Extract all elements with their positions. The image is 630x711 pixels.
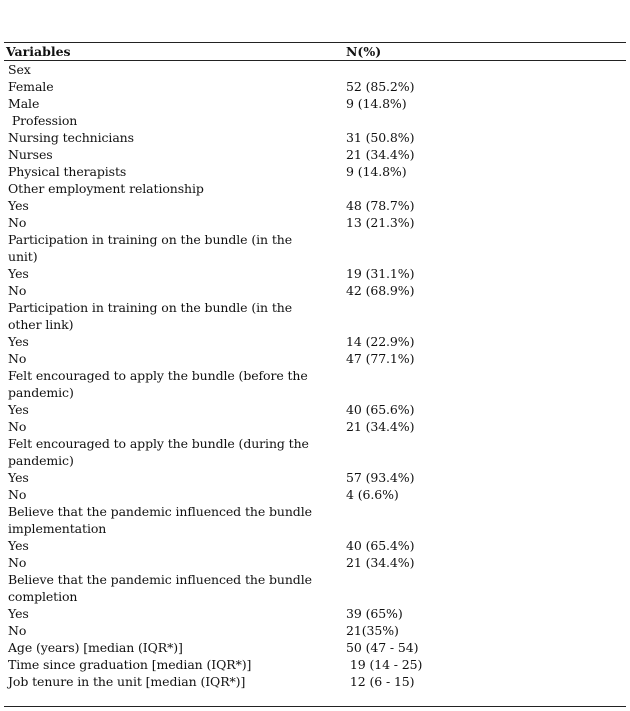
table-row	[4, 520, 626, 537]
table-row	[4, 418, 626, 435]
row-value: 9 (14.8%)	[346, 96, 407, 111]
table-row	[4, 146, 626, 163]
row-label: No	[8, 351, 27, 366]
table-row	[4, 163, 626, 180]
row-value: 14 (22.9%)	[346, 334, 415, 349]
row-value: 4 (6.6%)	[346, 487, 399, 502]
table-row	[4, 78, 626, 95]
row-label: unit)	[8, 249, 38, 264]
row-value: 50 (47 - 54)	[346, 640, 419, 655]
table-row	[4, 214, 626, 231]
row-value	[346, 316, 626, 333]
row-value	[346, 61, 626, 78]
row-label: Participation in training on the bundle (in the	[8, 232, 293, 247]
row-label: No	[8, 623, 27, 638]
row-value	[346, 588, 626, 605]
row-value: 40 (65.4%)	[346, 538, 415, 553]
table-row	[4, 299, 626, 316]
table-row	[4, 129, 626, 146]
row-value: 48 (78.7%)	[346, 198, 415, 213]
row-value: 9 (14.8%)	[346, 164, 407, 179]
table-row	[4, 231, 626, 248]
row-label: Profession	[8, 113, 78, 128]
row-label: implementation	[8, 521, 107, 536]
row-value	[346, 520, 626, 537]
row-label: pandemic)	[8, 453, 74, 468]
header-variables: Variables	[6, 44, 71, 59]
table-row	[4, 282, 626, 299]
table-row	[4, 401, 626, 418]
table-header-row	[4, 43, 626, 61]
table-row	[4, 112, 626, 129]
row-value	[346, 180, 626, 197]
table-row	[4, 486, 626, 503]
row-label: Female	[8, 79, 54, 94]
row-value	[346, 384, 626, 401]
row-label: Yes	[8, 266, 29, 281]
row-value: 52 (85.2%)	[346, 79, 415, 94]
header-n-percent: N(%)	[346, 44, 382, 59]
row-value	[346, 248, 626, 265]
table-row	[4, 605, 626, 622]
row-value: 13 (21.3%)	[346, 215, 415, 230]
row-label: Believe that the pandemic influenced the bundle	[8, 504, 312, 519]
data-table	[4, 42, 626, 690]
row-value: 42 (68.9%)	[346, 283, 415, 298]
row-value: 21 (34.4%)	[346, 147, 415, 162]
row-value	[346, 367, 626, 384]
row-label: pandemic)	[8, 385, 74, 400]
row-value	[346, 112, 626, 129]
table-row	[4, 639, 626, 656]
table-row	[4, 469, 626, 486]
table-row	[4, 571, 626, 588]
row-label: Sex	[8, 62, 31, 77]
row-value: 19 (14 - 25)	[346, 657, 423, 672]
row-label: completion	[8, 589, 78, 604]
row-value	[346, 571, 626, 588]
table-row	[4, 265, 626, 282]
table-row	[4, 554, 626, 571]
table-row	[4, 503, 626, 520]
row-label: Nursing technicians	[8, 130, 134, 145]
table-row	[4, 673, 626, 690]
table-row	[4, 384, 626, 401]
table-row	[4, 350, 626, 367]
row-label: No	[8, 419, 27, 434]
table-bottom-rule	[4, 706, 626, 707]
table-row	[4, 95, 626, 112]
row-value: 39 (65%)	[346, 606, 403, 621]
row-value	[346, 503, 626, 520]
row-label: Nurses	[8, 147, 53, 162]
row-value: 21(35%)	[346, 623, 399, 638]
row-label: Male	[8, 96, 40, 111]
table-row	[4, 367, 626, 384]
row-label: Yes	[8, 606, 29, 621]
row-value	[346, 435, 626, 452]
row-label: Yes	[8, 402, 29, 417]
table-row	[4, 622, 626, 639]
row-label: Physical therapists	[8, 164, 127, 179]
row-label: Other employment relationship	[8, 181, 204, 196]
row-value: 57 (93.4%)	[346, 470, 415, 485]
row-value: 19 (31.1%)	[346, 266, 415, 281]
row-label: Felt encouraged to apply the bundle (before the	[8, 368, 308, 383]
table-row	[4, 435, 626, 452]
row-value: 40 (65.6%)	[346, 402, 415, 417]
row-label: No	[8, 283, 27, 298]
row-value: 12 (6 - 15)	[346, 674, 415, 689]
table-row	[4, 316, 626, 333]
table-row	[4, 61, 626, 78]
row-label: other link)	[8, 317, 74, 332]
row-label: Yes	[8, 470, 29, 485]
table-row	[4, 452, 626, 469]
row-label: No	[8, 555, 27, 570]
row-label: Believe that the pandemic influenced the bundle	[8, 572, 312, 587]
row-value: 47 (77.1%)	[346, 351, 415, 366]
table-row	[4, 333, 626, 350]
row-value	[346, 299, 626, 316]
row-label: Job tenure in the unit [median (IQR*)]	[8, 674, 246, 689]
row-label: Felt encouraged to apply the bundle (during the	[8, 436, 309, 451]
table-row	[4, 537, 626, 554]
table-body	[4, 61, 626, 690]
row-label: Participation in training on the bundle (in the	[8, 300, 293, 315]
row-value: 21 (34.4%)	[346, 555, 415, 570]
row-value	[346, 231, 626, 248]
table-row	[4, 248, 626, 265]
row-label: Age (years) [median (IQR*)]	[8, 640, 183, 655]
table-row	[4, 197, 626, 214]
row-label: Yes	[8, 198, 29, 213]
row-label: Yes	[8, 334, 29, 349]
row-label: No	[8, 487, 27, 502]
row-value	[346, 452, 626, 469]
row-label: Yes	[8, 538, 29, 553]
row-label: Time since graduation [median (IQR*)]	[8, 657, 252, 672]
table-row	[4, 656, 626, 673]
row-label: No	[8, 215, 27, 230]
table-row	[4, 588, 626, 605]
table-row	[4, 180, 626, 197]
row-value: 31 (50.8%)	[346, 130, 415, 145]
row-value: 21 (34.4%)	[346, 419, 415, 434]
